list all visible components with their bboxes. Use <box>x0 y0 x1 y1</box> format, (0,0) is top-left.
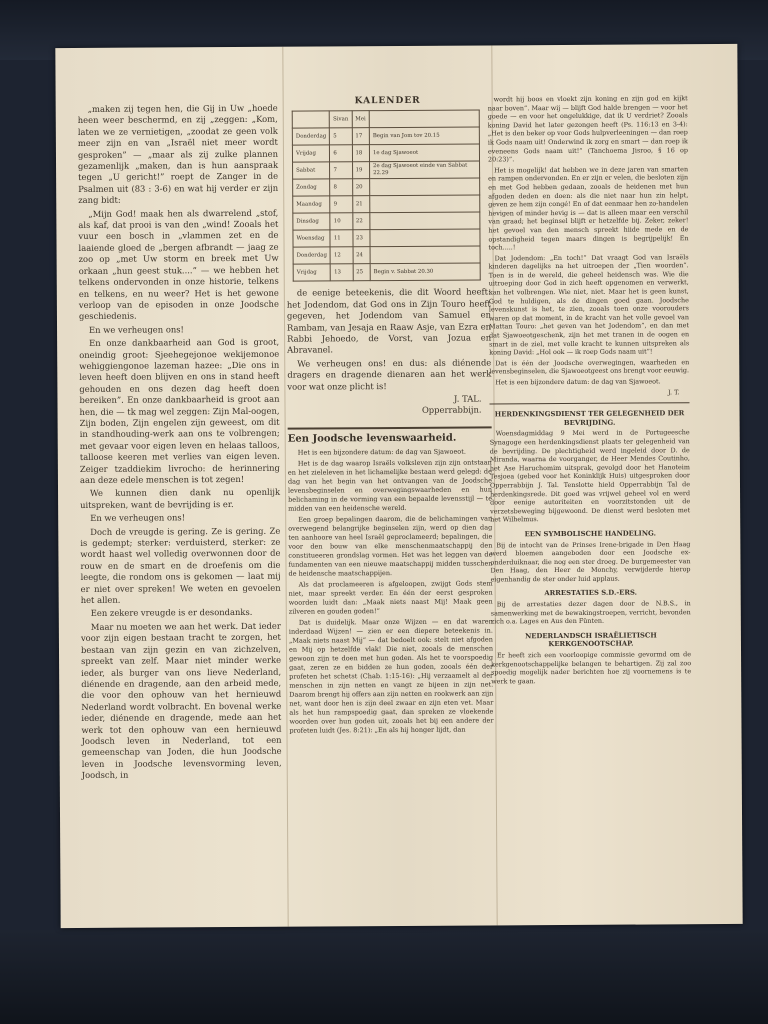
kalender-mei: 18 <box>352 145 370 162</box>
signature: J. TAL. <box>453 393 482 404</box>
kalender-row <box>293 263 480 281</box>
kalender-mei: 21 <box>352 196 370 213</box>
kalender-sivan: 5 <box>330 128 352 145</box>
kalender-mei: 20 <box>352 179 370 196</box>
kalender-note: Begin v. Sabbat 20.30 <box>370 263 480 281</box>
kalender-day: Vrijdag <box>293 264 330 281</box>
paragraph: En we verheugen ons! <box>90 512 186 524</box>
kalender-title: KALENDER <box>354 95 421 107</box>
kalender-sivan: 13 <box>331 264 353 281</box>
kalender-day: Sabbat <box>293 162 330 179</box>
paragraph: We verheugen ons! en dus: als diénende dragers en dragende dienaren aan het werk voor wat onze plicht is! <box>287 357 492 392</box>
column-right <box>488 94 692 688</box>
kalender-row <box>293 195 480 213</box>
kalender-mei: 17 <box>352 128 370 145</box>
news-heading: EEN SYMBOLISCHE HANDELING. <box>524 529 656 539</box>
column-middle <box>286 95 494 738</box>
signature-title: Opperrabbijn. <box>421 404 482 416</box>
kalender-sivan: 9 <box>330 196 352 213</box>
kalender-note <box>370 212 480 230</box>
paragraph: de eenige beteekenis, die dit Woord heeft: het Jodendom, dat God ons in Zijn Touro heeft gegeven, het Jodendom van Samuel en Rambam, van Jesaja en Raaw Asje, van Ezra en Rabbi Jehoedo, de Vorst, van Jozua en Abravanel. <box>286 286 492 356</box>
section-divider <box>288 426 492 429</box>
kalender-sivan: 12 <box>330 247 352 264</box>
kalender-sivan: 10 <box>330 213 352 230</box>
kalender-row <box>293 178 480 196</box>
paragraph: wordt hij boos en vloekt zijn koning en zijn god en kijkt naar boven”. Maar wij — blijft God halde brengen — voor het goede — en voor het ongelukkige, dat ik U verdriet? Zooals koning David het later gezongen heeft (Ps. 116:13 en 3-4): „Het is den beker op voor Gods hulpverleeningen — dan roep ik Gods naam uit! Onderwind ik zorg en smart — dan roep ik eveneens Gods naam uit!” (Tanchoema Jisroo, § 16 op 20:23)”. <box>487 94 688 164</box>
paragraph: Doch de vreugde is gering. Ze is gering. Ze is gedempt; sterker: verduisterd, sterker: ze wordt haast wel volledig overwonnen door de rouw en de smart en de droefenis om die leegte, die rondom ons is gekomen — laat mij er niet over spreken! We weten en gevoelen het allen. <box>80 525 281 606</box>
kalender-day: Zondag <box>293 179 330 196</box>
paragraph: Het is een bijzondere datum: de dag van Sjawoeot. <box>297 447 466 457</box>
kalender-sivan: 6 <box>330 145 352 162</box>
news-heading: ARRESTATIES S.D.-ERS. <box>544 589 638 598</box>
paragraph: Het is een bijzondere datum: de dag van Sjawoeot. <box>495 377 661 387</box>
kalender-header-mei: Mei <box>352 111 370 128</box>
paragraph: Maar nu moeten we aan het werk. Dat ieder voor zijn eigen bestaan tracht te zorgen, het bestaan van zijn gezin en van zichzelven, spreekt van zelf. Maar niet minder werke ieder, als burger van ons lieve Nederland, diénende en dragende, aan den arbeid mede, die voor den ophouw van het hernieuwd Nederland wordt volbracht. En bovenal werke ieder, diénende en dragende, mede aan het werk tot den ophouw van een hernieuwd Joodsch leven in Nederland, tot een gemeenschap van Joden, die hun Joodsche leven in Joodsche levensvorming leven, Joodsch, in <box>80 620 282 781</box>
kalender-row <box>293 229 480 247</box>
kalender-sivan: 8 <box>330 179 352 196</box>
kalender-header-row <box>292 110 479 128</box>
paragraph: „maken zij tegen hen, die Gij in Uw „hoede heen weer beschermd, en zij „zeggen: „Kom, laten we ze vernietigen, „zoodat ze geen volk meer zijn en van „Israël niet meer wordt gesproken” — „maar als zij zulke plannen gezamenlijk „maken, dan is hun aanspraak tegen „U gericht!” roept de Zanger in de Psalmen uit (83 : 3-6) en wat hij verder er zijn zang bidt: <box>77 102 279 206</box>
kalender-note <box>370 178 480 196</box>
paragraph: We kunnen dien dank nu openlijk uitspreken, want de bevrijding is er. <box>80 487 281 510</box>
news-paragraph: Bij de intocht van de Prinses Irene-brigade in Den Haag werd bloemen aangeboden door een Joodsche ex-onderduiknaar, die nog een ster droeg. De burgemeester van Den Haag, den Heer de Monchy, verwijderde hierop eigenhandig de ster onder luid applaus. <box>490 539 691 584</box>
paragraph: Een groep bepalingen daarom, die de belichamingen van overwegend belangrijke beginselen zijn, werd op dien dag ten aanhoore van heel Israël geproclameerd; bepalingen, die voor den bouw van elke menschenmaatschappij den constitueeren grondslag vormen. Het was het leggen van de fundamenten van een nieuwe maatschappij midden tusschen de heidensche maatschappijen. <box>288 514 493 578</box>
kalender-note <box>370 246 480 264</box>
paragraph: En onze dankbaarheid aan God is groot, oneindig groot: Sjeehegejonoe wekijemonoe wehiggiengonoe lazeman hazee: „Die ons in leven heeft doen blijven en ons in stand heeft gehouden en ons dezen dag heeft doen bereiken”. En onze dankbaarheid is groot aan hen, die — tk mag wel zeggen: Zijn Mal-oogen, Zijn boden, Zijn engelen zijn geweest, om dit in standhouding-werk aan ons te volbrengen; met gevaar voor eigen leven en helaas talloos, talloose keeren met verlies van eigen leven. Zeiger tzaddiekim livrocho: de herinnering aan deze edele menschen is tot zegen! <box>79 336 280 485</box>
wood-background-bottom <box>0 930 768 1024</box>
paragraph: Dat is één der Joodsche overwegingen, waarheden en levensbeginselen, die Sjawoeotgeest ons brengt voor eeuwig. <box>489 358 690 376</box>
paragraph: „Mijn God! maak hen als dwarrelend „stof, als kaf, dat prooi is van den „wind! Zooals het vuur een bosch in „vlammen zet en de laaiende gloed de „bergen afbrandt — jaag ze zoo op „met Uw storm en breek met Uw orkaan „hun geest stuk....” — we hebben het telkens ondervonden in onze historie, telkens en telkens, en nu weer? Het is het gewone verloop van de episoden in onze Joodsche geschiedenis. <box>78 207 279 322</box>
kalender-day: Donderdag <box>292 128 329 145</box>
kalender-mei: 24 <box>353 247 371 264</box>
kalender-note: 1e dag Sjawoeot <box>369 144 479 162</box>
kalender-day: Woensdag <box>293 230 330 247</box>
kalender-header-day <box>292 111 329 128</box>
kalender-day: Maandag <box>293 196 330 213</box>
section-divider <box>489 402 689 404</box>
kalender-day: Vrijdag <box>292 145 329 162</box>
article-title: Een Joodsche levenswaarheid. <box>287 432 457 445</box>
kalender-note <box>370 195 480 213</box>
signature: J. T. <box>667 387 680 396</box>
news-paragraph: Bij de arrestaties dezer dagen door de N.B.S., in samenwerking met de bewakingstroepen, verricht, bevonden zich o.a. Lages en Aus den Fünten. <box>490 599 691 626</box>
kalender-mei: 23 <box>352 230 370 247</box>
kalender-row <box>293 246 480 264</box>
news-heading: NEDERLANDSCH ISRAËLIETISCH KERKGENOOTSCHAP. <box>525 631 657 649</box>
paragraph: En we verheugen ons! <box>89 324 184 335</box>
kalender-header-note <box>369 110 479 128</box>
kalender-mei: 22 <box>352 213 370 230</box>
kalender-note: 2e dag Sjawoeot einde van Sabbat 22.29 <box>369 161 479 179</box>
kalender-sivan: 7 <box>330 162 352 179</box>
paragraph: Dat is duidelijk. Maar onze Wijzen — en dat waren inderdaad Wijzen! — zien er een diepere beteekenis in. „Maak niets naast Mij” — dat bedoelt ook: stelt niet afgoden en Mij op hetzelfde vlak! Die niet, zooals de menschen gewoon zijn te doen met hun goden. Als het te voorspoedig gaat, zeren ze en bidden ze hun goden, zooals één der profeten het schetst (Chab. 1:15-16): „Hij verzaamelt al der menschen in zijn netten en vangt ze bijeen in zijn net. Daarom brengt hij offers aan zijn netten en rookwerk aan zijn net, want door hen is zijn deel zwaar en zijn eten vet. Maar als het hun rampspoedig gaat, dan spreken ze vloekende woorden over hun goden uit, zooals het bij een andere der profeten luidt (Jes. 8:21): „En als hij honger lijdt, dan <box>288 617 494 735</box>
kalender-sivan: 11 <box>330 230 352 247</box>
news-heading: HERDENKINGSDIENST TER GELEGENHEID DER BEVRIJDING. <box>494 409 685 427</box>
column-left <box>78 103 282 784</box>
paragraph: Dat Jodendom: „En toch!” Dat vraagt God van Israëls kinderen dagelijks na het uitroepen der „Tien woorden”. Toen is in de wereld, die geheel heidensch was. Wie die uitroeping door God in zich heeft opgenomen en verwerkt, kan het volbrengen. Wie niet, niet. Maar het is geen kunst, God te huldigen, als de dingen goed gaan. Joodsche levenskunst is het, te zien, zooals toen onze voorouders waren op dat moment, in de kracht van het volle gevoel van Mattan Touro: „het geven van het Jodendom”, en dan met dat Sjawoeotgeschenk, zijn het met tranen in de oogen en smart in de ziel, met volle kracht te kunnen uitspreken als koning David: „Hol ook — ik roep Gods naam uit”! <box>488 252 690 357</box>
kalender-row <box>293 212 480 230</box>
news-paragraph: Er heeft zich een voorloopige commissie gevormd om de kerkgenootschappelijke belangen te behartigen. Zij zal zoo spoedig mogelijk nader berichten hoe zij voornemens is te werk te gaan. <box>491 650 692 686</box>
kalender-mei: 25 <box>353 264 371 281</box>
kalender-row <box>292 144 479 162</box>
kalender-mei: 19 <box>352 162 370 179</box>
newspaper-sheet <box>55 44 742 928</box>
paragraph: Het is de dag waarop Israëls volksleven zijn zijn ontstaan en het zieleleven in het lichamelijke bestaan werd gelegd: de dag van het begin van het ontvangen van de Joodsche levensbeginselen en overwegingswaarheden en hun belichaming in de vorming van een bepaalde levensstijl — te midden van een heidensche wereld. <box>287 458 493 513</box>
paragraph: Een zekere vreugde is er desondanks. <box>90 607 253 619</box>
kalender-row <box>292 127 479 145</box>
kalender-row <box>293 161 480 179</box>
news-paragraph: Woensdagmiddag 9 Mei werd in de Portugeesche Synagoge een herdenkingsdienst plaats ter gelegenheid van de bevrijding. De plechtigheid werd ingeleid door D. de Miranda, waarna de voorganger, de Heer Mendes Coutinho, het Ase Haruchomim uitsprak, gevolgd door het Hanoteim Tesjoea (gebed voor het Koninklijk Huis) uitgesproken door Opperrabbijn J. Tal. Tenslotte hield Opperrabbijn Tal de herdenkingsrede. Dit goed was vrijwel geheel vol en werd door eenige autoriteiten en voorzitstonden uit de verzetsbeweging bijgewoond. De dienst werd besloten met het Wilhelmus. <box>489 428 691 524</box>
kalender-header-sivan: Sivan <box>330 111 352 128</box>
kalender-day: Donderdag <box>293 247 330 264</box>
paragraph: Als dat proclameeren is afgeloopen, zwijgt Gods stem niet, maar spreekt verder. En één der eerst gesproken woorden luidt dan: „Maak niets naast Mij! Maak geen zilveren en gouden goden!” <box>288 579 493 616</box>
kalender-table <box>292 110 481 282</box>
kalender-note <box>370 229 480 247</box>
kalender-note: Begin van Jom tov 20.15 <box>369 127 479 145</box>
paragraph: Het is mogelijk! dat hebben we in deze jaren van smarten en rampen ondervonden. En er zijn er velen, die besloten zijn en met God hebben gedaan, zooals de heidenen met hun afgoden deden en doen: als die niet naar hun zin helpt, geven ze hem zijn congé! En of dat eenmaar hen zo-handelen hevigen of minder hevig is — dat is alleen maar een verschil van graad; het beginsel blijft er hetzelfde bij. Zeker, zeker! het gevoel van den mensch spreekt hiide mede en de opstandigheid tegen maars dingen is begrijpelijk! En toch.....! <box>488 164 689 252</box>
kalender-day: Dinsdag <box>293 213 330 230</box>
